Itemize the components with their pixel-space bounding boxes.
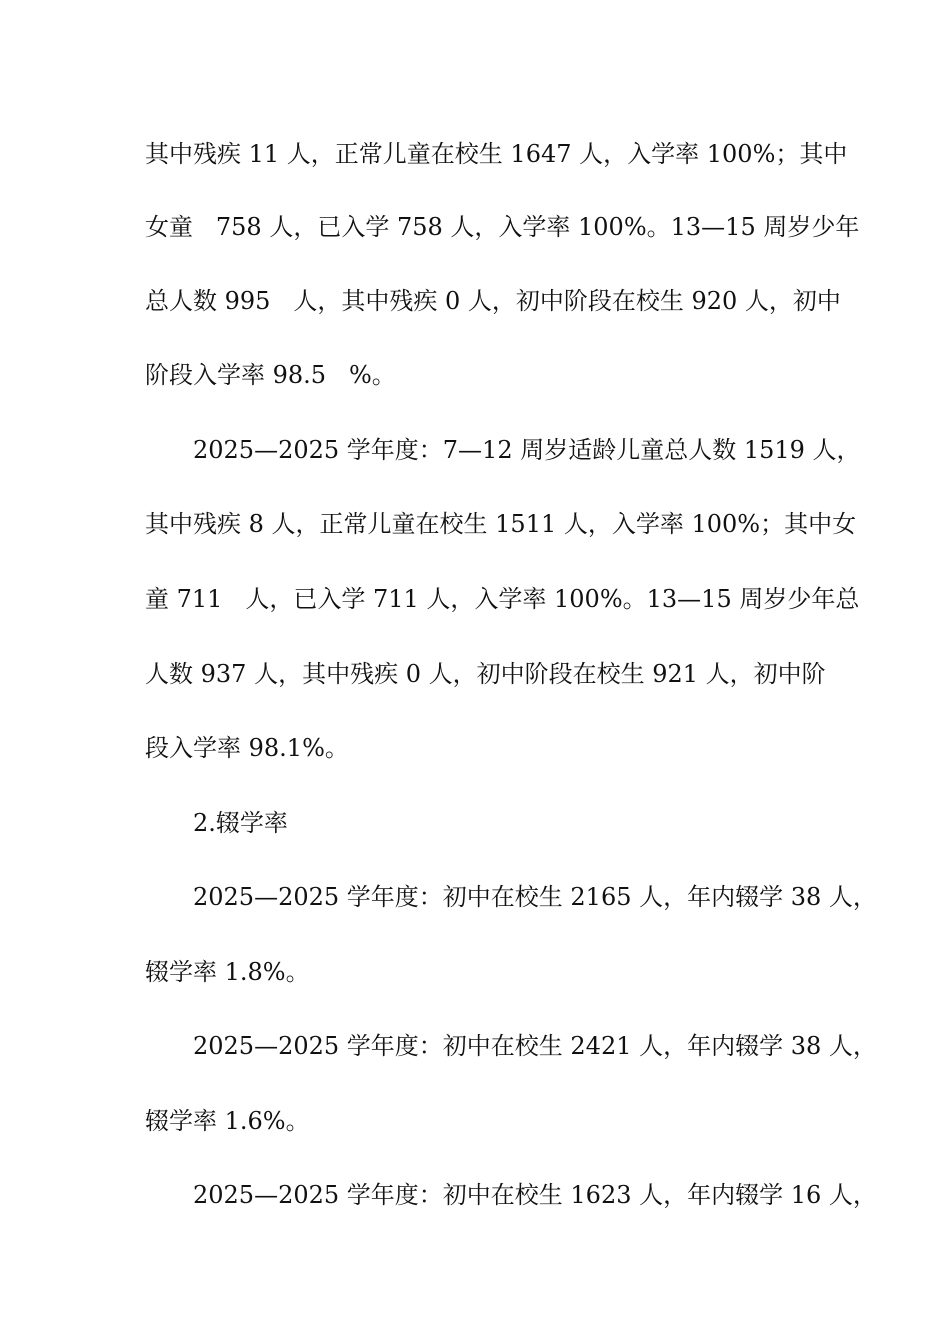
text-line: 阶段入学率 98.5 %。 [145, 361, 396, 389]
text-line: 段入学率 98.1%。 [145, 734, 349, 762]
paragraph-first-line: 2025—2025 学年度：7—12 周岁适龄儿童总人数 1519 人， [193, 436, 861, 464]
text-line: 其中残疾 11 人，正常儿童在校生 1647 人，入学率 100%；其中 [145, 140, 848, 168]
text-line: 辍学率 1.6%。 [145, 1107, 310, 1135]
text-line: 其中残疾 8 人，正常儿童在校生 1511 人，入学率 100%；其中女 [145, 510, 857, 538]
section-heading: 2.辍学率 [193, 809, 288, 837]
text-line: 辍学率 1.8%。 [145, 958, 310, 986]
text-line: 女童 758 人，已入学 758 人，入学率 100%。13—15 周岁少年 [145, 213, 860, 241]
paragraph-first-line: 2025—2025 学年度：初中在校生 2421 人，年内辍学 38 人， [193, 1032, 877, 1060]
paragraph-first-line: 2025—2025 学年度：初中在校生 2165 人，年内辍学 38 人， [193, 883, 877, 911]
text-line: 童 711 人，已入学 711 人，入学率 100%。13—15 周岁少年总 [145, 585, 860, 613]
text-line: 人数 937 人，其中残疾 0 人，初中阶段在校生 921 人，初中阶 [145, 660, 826, 688]
paragraph-first-line: 2025—2025 学年度：初中在校生 1623 人，年内辍学 16 人， [193, 1181, 877, 1209]
text-line: 总人数 995 人，其中残疾 0 人，初中阶段在校生 920 人，初中 [145, 287, 841, 315]
